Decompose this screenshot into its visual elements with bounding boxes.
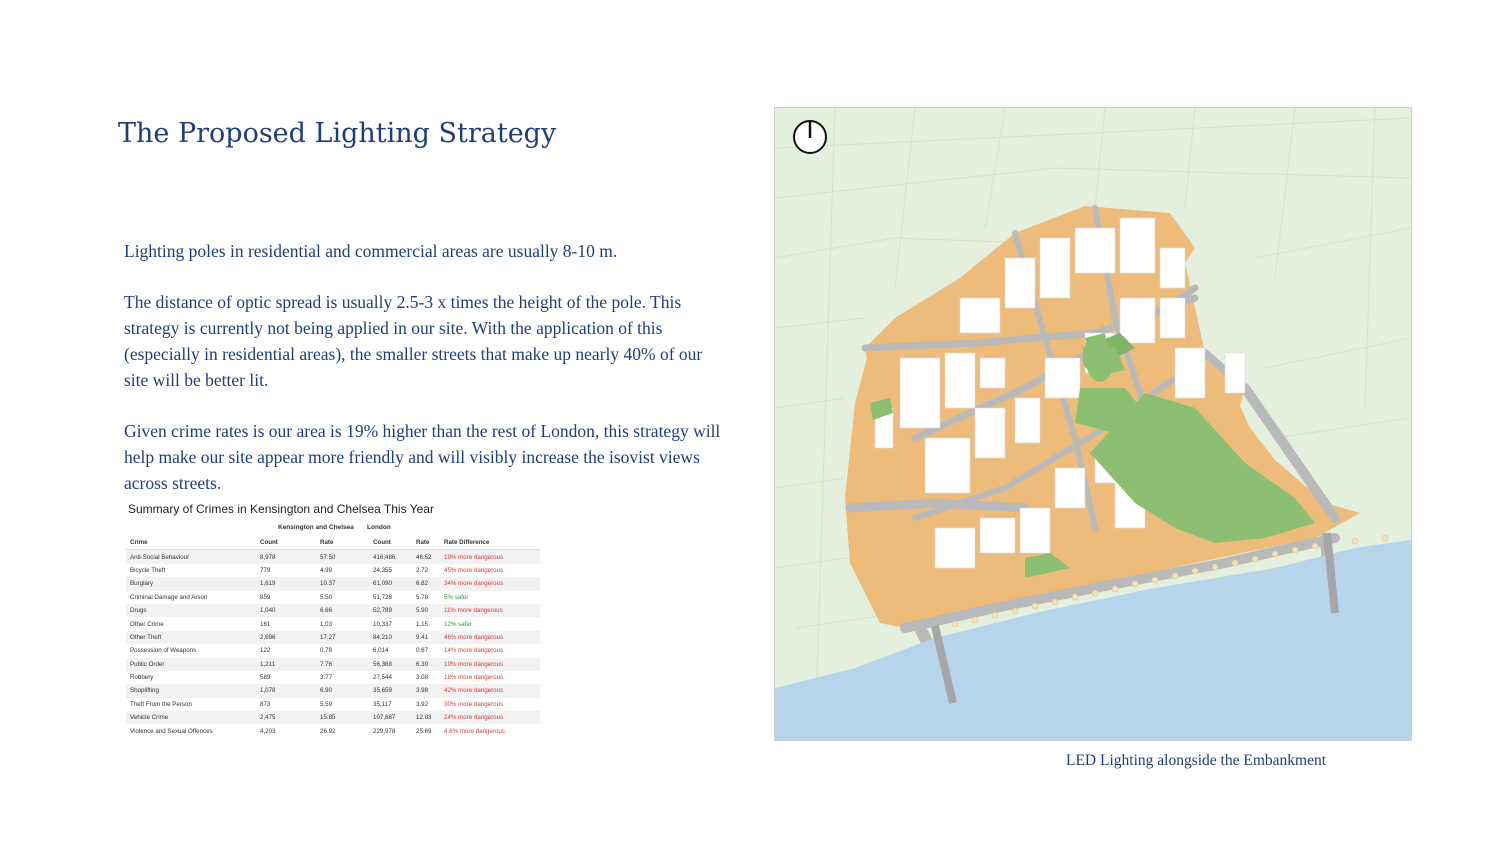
cell-kc-count: 859 [260,593,271,601]
cell-crime: Bicycle Theft [130,566,166,574]
table-row [126,577,540,590]
cell-kc-rate: 4.99 [320,566,333,574]
cell-diff: 24% more dangerous [440,711,540,724]
cell-ldn-rate: 3.92 [416,700,429,708]
table-header-row [126,536,540,550]
cell-ldn-rate: 2.72 [416,566,429,574]
cell-kc-rate: 6.66 [316,604,369,617]
cell-crime: Shoplifting [126,684,256,697]
cell-kc-count: 2,696 [256,631,316,644]
cell-kc-count: 4,203 [260,727,276,735]
site-map [774,107,1412,741]
cell-ldn-rate: 0.67 [416,647,429,655]
cell-ldn-rate: 3.98 [412,684,440,697]
cell-diff: 42% more dangerous [440,684,540,697]
table-row [126,550,540,564]
table-row [126,631,540,644]
cell-ldn-count: 52,789 [369,604,412,617]
table-row [126,564,540,577]
cell-kc-rate: 26.92 [320,727,336,735]
table-row [126,711,540,724]
cell-ldn-count: 6,014 [373,647,389,655]
table-row [126,591,540,604]
cell-ldn-count: 61,090 [369,577,412,590]
cell-ldn-count: 229,978 [373,727,396,735]
cell-kc-count: 1,211 [256,658,316,671]
cell-kc-rate: 5.59 [320,700,333,708]
cell-crime: Criminal Damage and Arson [130,593,208,601]
site-map-drawing [775,108,1411,740]
cell-ldn-rate: 5.78 [416,593,429,601]
column-header: Rate [412,536,440,550]
cell-kc-count: 1,078 [256,684,316,697]
cell-ldn-rate: 5.90 [412,604,440,617]
table-title: Summary of Crimes in Kensington and Chelsea This Year [128,502,434,516]
cell-kc-rate: 6.90 [316,684,369,697]
cell-diff: 19% more dangerous [440,550,540,564]
cell-ldn-count: 24,355 [373,566,392,574]
group-header-kensington: Kensington and Chelsea [278,524,354,531]
cell-ldn-count: 416,486 [369,550,412,564]
cell-diff: 5% safer [444,593,469,601]
cell-ldn-count: 107,687 [369,711,412,724]
paragraph-pole-height: Lighting poles in residential and commercial areas are usually 8-10 m. [124,241,618,261]
table-body [126,550,540,738]
table-row [126,684,540,697]
table-row [126,671,540,684]
cell-diff: 30% more dangerous [444,700,504,708]
cell-kc-rate: 17.27 [316,631,369,644]
table-row [126,644,540,657]
cell-kc-rate: 7.76 [316,658,369,671]
cell-ldn-rate: 25.69 [416,727,432,735]
map-caption: LED Lighting alongside the Embankment [1066,752,1327,769]
cell-diff: 14% more dangerous [444,647,504,655]
cell-crime: Possession of Weapons [130,647,197,655]
group-header-london: London [367,524,391,531]
cell-crime: Violence and Sexual Offences [130,727,213,735]
cell-ldn-rate: 6.30 [412,658,440,671]
body-text [124,238,724,521]
cell-crime: Drugs [126,604,256,617]
cell-diff: 46% more dangerous [440,631,540,644]
cell-diff: 18% more dangerous [444,674,504,682]
cell-crime: Theft From the Person [130,700,192,708]
crime-table [126,536,540,738]
cell-ldn-rate: 12.03 [412,711,440,724]
column-header: Rate [316,536,369,550]
column-header: Count [256,536,316,550]
cell-crime: Anti-Social Behaviour [126,550,256,564]
cell-kc-count: 2,475 [256,711,316,724]
cell-kc-rate: 0.78 [320,647,333,655]
cell-diff: 12% safer [444,620,472,628]
column-header: Rate Difference [440,536,540,550]
cell-kc-count: 779 [260,566,271,574]
cell-ldn-count: 51,728 [373,593,392,601]
cell-ldn-rate: 3.08 [416,674,429,682]
cell-kc-rate: 5.50 [320,593,333,601]
table-row [126,658,540,671]
cell-ldn-rate: 1.15 [416,620,429,628]
cell-crime: Burglary [126,577,256,590]
cell-kc-rate: 1.03 [320,620,333,628]
cell-kc-rate: 15.85 [316,711,369,724]
cell-ldn-count: 35,117 [373,700,392,708]
cell-ldn-rate: 46.52 [412,550,440,564]
paragraph-optic-spread: The distance of optic spread is usually 2.5-3 x times the height of the pole. This strategy is currently not being applied in our site. With the application of this (especially in residential areas), the smaller streets that make up nearly 40% of our site will be better lit. [124,292,703,390]
cell-kc-count: 161 [260,620,271,628]
cell-diff: 45% more dangerous [444,566,504,574]
cell-crime: Other Crime [130,620,164,628]
cell-diff: 11% more dangerous [440,604,540,617]
column-header: Crime [126,536,256,550]
cell-crime: Robbery [130,674,154,682]
cell-crime: Public Order [126,658,256,671]
cell-kc-count: 8,978 [256,550,316,564]
cell-crime: Vehicle Crime [126,711,256,724]
table-group-headers [126,520,540,536]
table-row [126,604,540,617]
cell-ldn-count: 10,337 [373,620,392,628]
cell-kc-count: 873 [260,700,271,708]
cell-crime: Other Theft [126,631,256,644]
cell-ldn-rate: 9.41 [412,631,440,644]
cell-ldn-count: 84,210 [369,631,412,644]
paragraph-crime-rates: Given crime rates is our area is 19% higher than the rest of London, this strategy will help make our site appear more friendly and will visibly increase the isovist views across streets. [124,421,721,493]
cell-kc-count: 589 [260,674,271,682]
park-oval [1086,338,1114,382]
crime-summary-table [126,502,540,738]
cell-kc-count: 122 [260,647,271,655]
table-row [126,724,540,737]
table-row [126,698,540,711]
cell-diff: 19% more dangerous [440,658,540,671]
cell-kc-rate: 57.50 [316,550,369,564]
cell-ldn-rate: 6.82 [412,577,440,590]
cell-diff: 34% more dangerous [440,577,540,590]
column-header: Count [369,536,412,550]
cell-ldn-count: 56,368 [369,658,412,671]
cell-kc-count: 1,040 [256,604,316,617]
page-title: The Proposed Lighting Strategy [118,118,557,149]
cell-ldn-count: 27,544 [373,674,392,682]
table-row [126,617,540,630]
cell-ldn-count: 35,659 [369,684,412,697]
cell-kc-count: 1,619 [256,577,316,590]
cell-kc-rate: 3.77 [320,674,333,682]
cell-kc-rate: 10.37 [316,577,369,590]
cell-diff: 4.6% more dangerous [444,727,505,735]
north-arrow-icon [794,121,826,153]
